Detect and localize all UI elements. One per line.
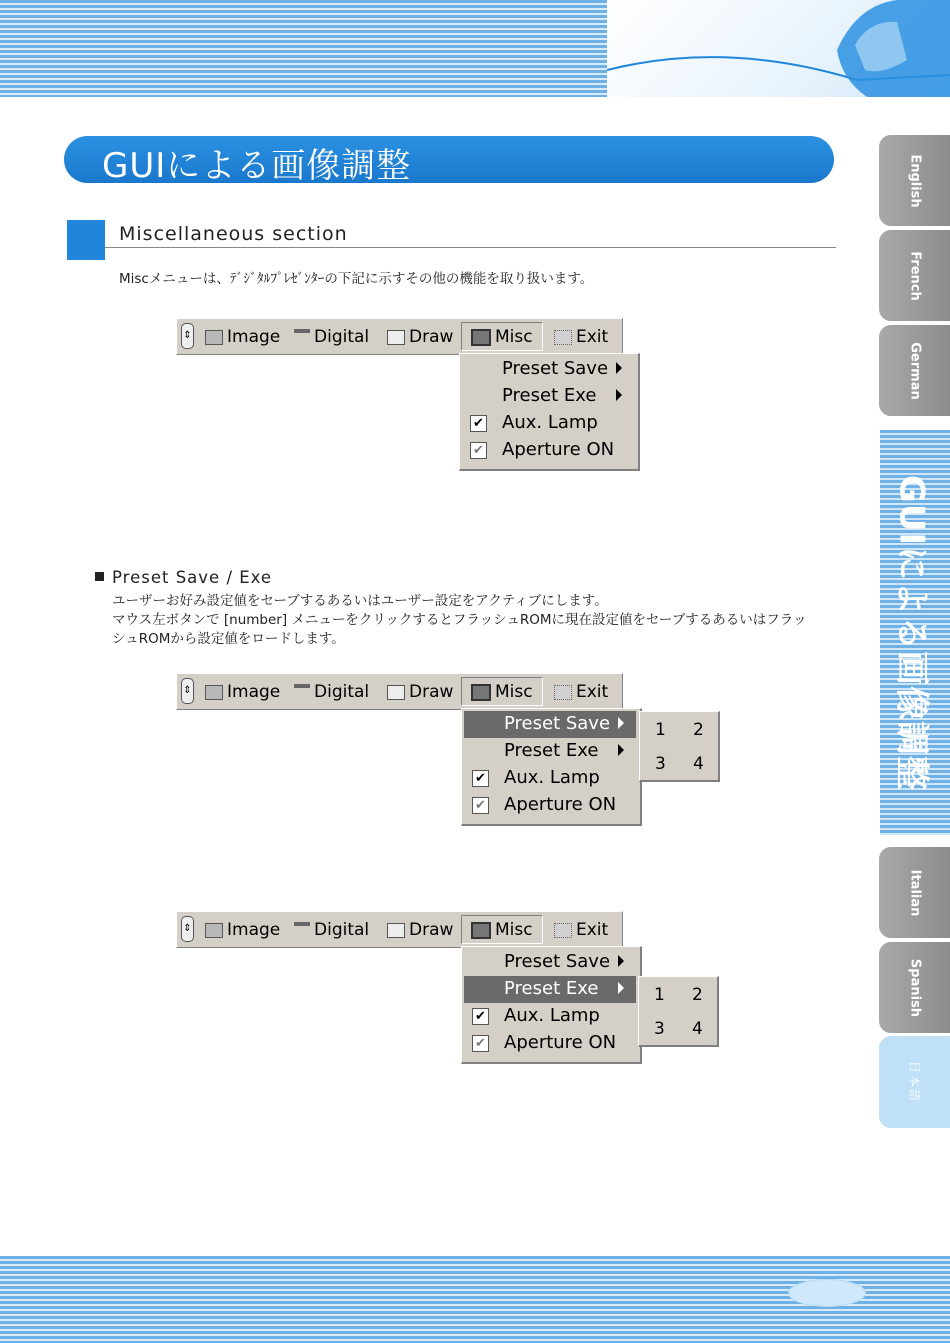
tab-japanese-label: 日本語 [907,1060,921,1104]
menu-image[interactable] [205,919,280,941]
digital-icon [294,922,310,939]
dd-preset-exe[interactable] [464,738,636,765]
menu-exit[interactable] [554,326,608,348]
menu-draw-label: Draw [409,327,454,347]
misc-icon [471,329,491,346]
draw-icon [387,685,405,700]
gui-menubar-1 [176,318,623,355]
dd-preset-exe-label: Preset Exe [504,740,599,761]
scroll-icon[interactable]: ⇕ [181,916,194,942]
preset-submenu-2 [638,976,719,1047]
gui-menubar-2 [176,673,623,710]
menu-misc-label: Misc [495,327,533,347]
bullet-square-icon [95,572,104,581]
section-title: Miscellaneous section [119,223,348,245]
dd-preset-save[interactable] [464,711,636,738]
menu-draw-label: Draw [409,682,454,702]
dd-aperture-on[interactable] [464,1030,636,1057]
menu-digital-label: Digital [314,327,370,347]
tab-japanese[interactable] [879,1036,950,1128]
draw-icon [387,330,405,345]
menu-draw[interactable] [387,919,453,941]
menu-exit[interactable] [554,681,608,703]
section-divider [105,247,836,248]
preset-slot-3[interactable]: 3 [654,1019,665,1039]
image-icon [205,923,223,938]
dd-aperture-on-label: Aperture ON [504,794,617,815]
menu-exit-label: Exit [576,327,609,347]
menu-digital-label: Digital [314,682,370,702]
menu-exit-label: Exit [576,682,609,702]
menu-image[interactable] [205,681,280,703]
misc-icon [471,922,491,939]
chevron-right-icon [616,362,622,374]
dd-preset-exe[interactable] [464,976,636,1003]
page-title: GUIによる画像調整 [102,146,412,186]
chevron-right-icon [616,389,622,401]
tab-spanish-label: Spanish [907,958,922,1017]
dd-aux-lamp-label: Aux. Lamp [504,767,600,788]
preset-heading [95,568,272,587]
dd-preset-save-label: Preset Save [502,358,609,379]
menu-digital-label: Digital [314,920,370,940]
tab-italian-label: Italian [907,869,922,916]
menu-image[interactable] [205,326,280,348]
tab-english-label: English [907,153,922,208]
dd-aux-lamp[interactable] [464,1003,636,1030]
preset-slot-1[interactable]: 1 [654,985,665,1005]
scroll-icon[interactable]: ⇕ [181,678,194,704]
exit-icon [554,330,572,345]
digital-icon [294,684,310,701]
tab-current-label: GUIによる画像調整 [891,474,932,791]
misc-dropdown-3 [461,946,642,1064]
header-swoosh [607,0,950,97]
preset-slot-1[interactable]: 1 [655,720,666,740]
page-number-oval [788,1279,866,1307]
dd-aux-lamp[interactable] [462,410,634,437]
dd-aux-lamp-label: Aux. Lamp [502,412,598,433]
menu-digital[interactable] [294,326,369,348]
tab-english[interactable] [879,135,950,226]
menu-digital[interactable] [294,919,369,941]
preset-slot-3[interactable]: 3 [655,754,666,774]
dd-preset-save[interactable] [462,356,634,383]
chevron-right-icon [618,982,624,994]
menu-image-label: Image [227,327,281,347]
exit-icon [554,685,572,700]
menu-image-label: Image [227,920,281,940]
menu-draw-label: Draw [409,920,454,940]
exit-icon [554,923,572,938]
tab-current-section[interactable] [880,430,950,835]
tab-french[interactable] [879,230,950,321]
menu-exit[interactable] [554,919,608,941]
preset-slot-2[interactable]: 2 [693,720,704,740]
dd-preset-save[interactable] [464,949,636,976]
tab-italian[interactable] [879,847,950,938]
checkbox-icon[interactable]: ✔ [470,415,487,432]
tab-german[interactable] [879,325,950,416]
menu-image-label: Image [227,682,281,702]
draw-icon [387,923,405,938]
dd-aux-lamp-label: Aux. Lamp [504,1005,600,1026]
digital-icon [294,329,310,346]
dd-preset-exe[interactable] [462,383,634,410]
dd-preset-exe-label: Preset Exe [504,978,599,999]
dd-preset-save-label: Preset Save [504,951,611,972]
image-icon [205,685,223,700]
preset-slot-2[interactable]: 2 [692,985,703,1005]
misc-dropdown-1 [459,353,640,471]
preset-heading-text: Preset Save / Exe [112,568,273,587]
page-title-banner [64,136,834,186]
menu-exit-label: Exit [576,920,609,940]
menu-draw[interactable] [387,681,453,703]
misc-dropdown-2 [461,708,642,826]
chevron-right-icon [618,744,624,756]
dd-preset-exe-label: Preset Exe [502,385,597,406]
gui-menubar-3 [176,911,623,948]
preset-desc-3: シュROMから設定値をロードします。 [112,631,345,647]
tab-french-label: French [907,250,922,301]
section-marker [67,220,105,260]
menu-draw[interactable] [387,326,453,348]
preset-slot-4[interactable]: 4 [692,1019,703,1039]
menu-misc-label: Misc [495,920,533,940]
dd-aperture-on[interactable] [462,437,634,464]
menu-misc[interactable] [471,681,533,703]
section-intro: Miscメニューは、ﾃﾞｼﾞﾀﾙﾌﾟﾚｾﾞﾝﾀｰの下記に示すその他の機能を取り扱います。 [119,271,594,287]
tab-german-label: German [907,341,922,400]
misc-icon [471,684,491,701]
checkbox-icon[interactable]: ✔ [472,797,489,814]
chevron-right-icon [618,955,624,967]
chevron-right-icon [618,717,624,729]
preset-slot-4[interactable]: 4 [693,754,704,774]
dd-aperture-on[interactable] [464,792,636,819]
checkbox-icon[interactable]: ✔ [470,442,487,459]
preset-desc-2: マウス左ボタンで [number] メニューをクリックするとフラッシュROMに現在設定値をセーブするあるいはフラッ [112,612,807,628]
menu-misc[interactable] [471,326,533,348]
dd-aux-lamp[interactable] [464,765,636,792]
checkbox-icon[interactable]: ✔ [472,1035,489,1052]
dd-aperture-on-label: Aperture ON [502,439,615,460]
dd-aperture-on-label: Aperture ON [504,1032,617,1053]
image-icon [205,330,223,345]
scroll-icon[interactable]: ⇕ [181,323,194,349]
tab-spanish[interactable] [879,942,950,1033]
checkbox-icon[interactable]: ✔ [472,770,489,787]
menu-misc-label: Misc [495,682,533,702]
menu-misc[interactable] [471,919,533,941]
preset-submenu-1 [639,711,720,782]
checkbox-icon[interactable]: ✔ [472,1008,489,1025]
menu-digital[interactable] [294,681,369,703]
preset-desc-1: ユーザーお好み設定値をセーブするあるいはユーザー設定をアクティブにします。 [112,593,608,609]
dd-preset-save-label: Preset Save [504,713,611,734]
